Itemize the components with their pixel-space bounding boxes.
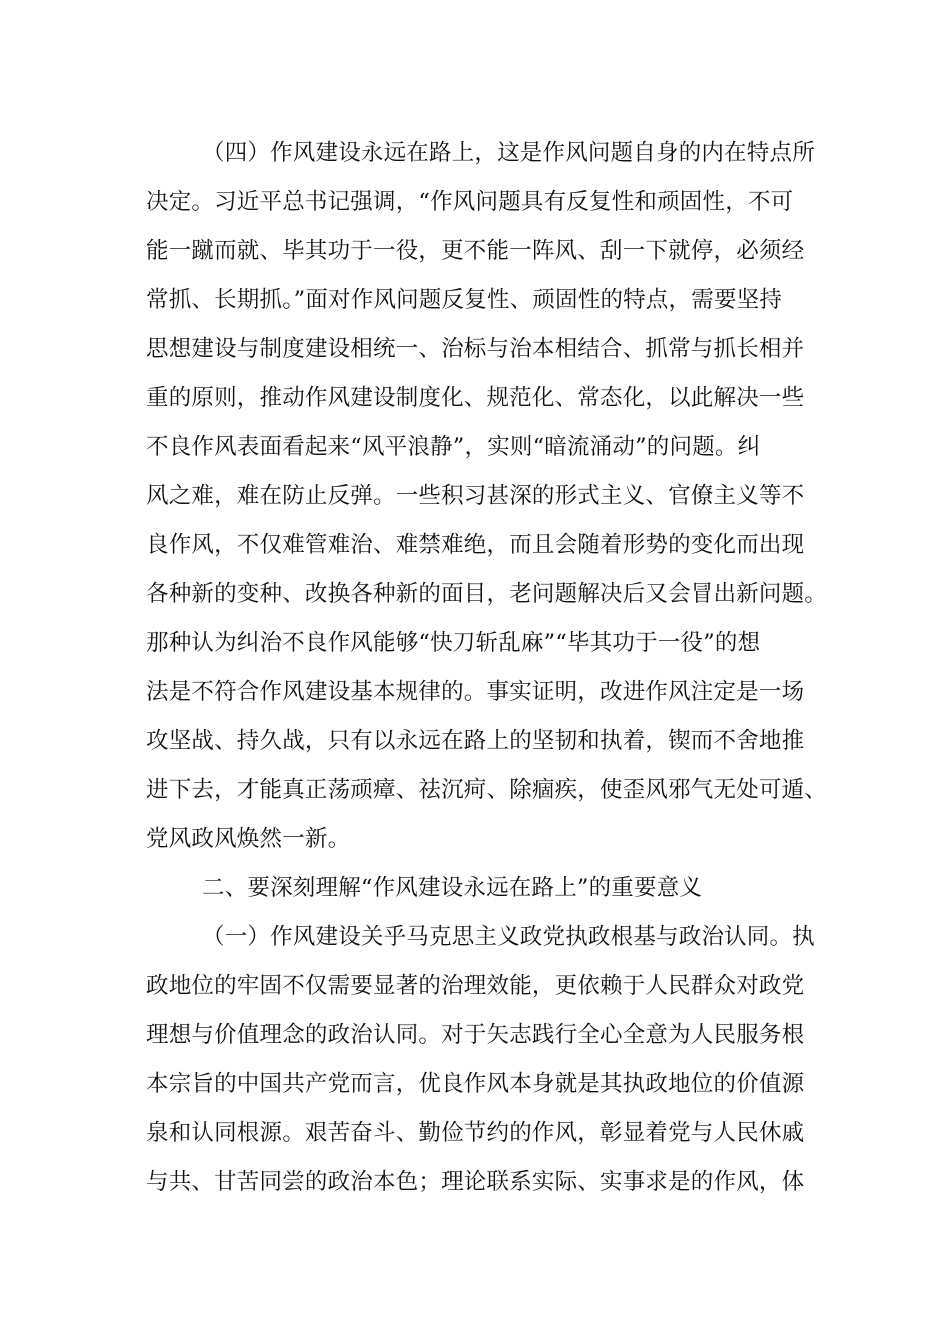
paragraph-line: 攻坚战、持久战，只有以永远在路上的坚韧和执着，锲而不舍地推: [146, 728, 805, 754]
paragraph-line: 进下去，才能真正荡顽瘴、祛沉疴、除痼疾，使歪风邪气无处可遁、: [146, 777, 828, 803]
paragraph-line: 本宗旨的中国共产党而言，优良作风本身就是其执政地位的价值源: [146, 1071, 805, 1097]
paragraph-line: 风之难，难在防止反弹。一些积习甚深的形式主义、官僚主义等不: [146, 483, 805, 509]
paragraph-line: （一）作风建设关乎马克思主义政党执政根基与政治认同。执: [202, 924, 815, 950]
paragraph-line: 良作风，不仅难管难治、难禁难绝，而且会随着形势的变化而出现: [146, 532, 805, 558]
paragraph-line: 理想与价值理念的政治认同。对于矢志践行全心全意为人民服务根: [146, 1022, 805, 1048]
paragraph-line: 政地位的牢固不仅需要显著的治理效能，更依赖于人民群众对政党: [146, 973, 805, 999]
paragraph-line: 能一蹴而就、毕其功于一役，更不能一阵风、刮一下就停，必须经: [146, 238, 805, 264]
section-heading-text: 二、要深刻理解“作风建设永远在路上”的重要意义: [202, 875, 703, 901]
paragraph-line: 常抓、长期抓。”面对作风问题反复性、顽固性的特点，需要坚持: [146, 287, 783, 313]
paragraph-line: 法是不符合作风建设基本规律的。事实证明，改进作风注定是一场: [146, 679, 805, 705]
paragraph-line: 重的原则，推动作风建设制度化、规范化、常态化，以此解决一些: [146, 385, 805, 411]
paragraph-line: 不良作风表面看起来“风平浪静”，实则“暗流涌动”的问题。纠: [146, 434, 761, 460]
paragraph-line: 与共、甘苦同尝的政治本色；理论联系实际、实事求是的作风，体: [146, 1169, 805, 1195]
paragraph-line: 决定。习近平总书记强调，“作风问题具有反复性和顽固性，不可: [146, 189, 794, 215]
paragraph-line: 各种新的变种、改换各种新的面目，老问题解决后又会冒出新问题。: [146, 581, 828, 607]
paragraph-line: （四）作风建设永远在路上，这是作风问题自身的内在特点所: [202, 140, 815, 166]
paragraph-line: 泉和认同根源。艰苦奋斗、勤俭节约的作风，彰显着党与人民休戚: [146, 1120, 805, 1146]
paragraph-line: 那种认为纠治不良作风能够“快刀斩乱麻”“毕其功于一役”的想: [146, 630, 761, 656]
paragraph-line: 党风政风焕然一新。: [146, 826, 351, 852]
paragraph-line: 思想建设与制度建设相统一、治标与治本相结合、抓常与抓长相并: [146, 336, 805, 362]
